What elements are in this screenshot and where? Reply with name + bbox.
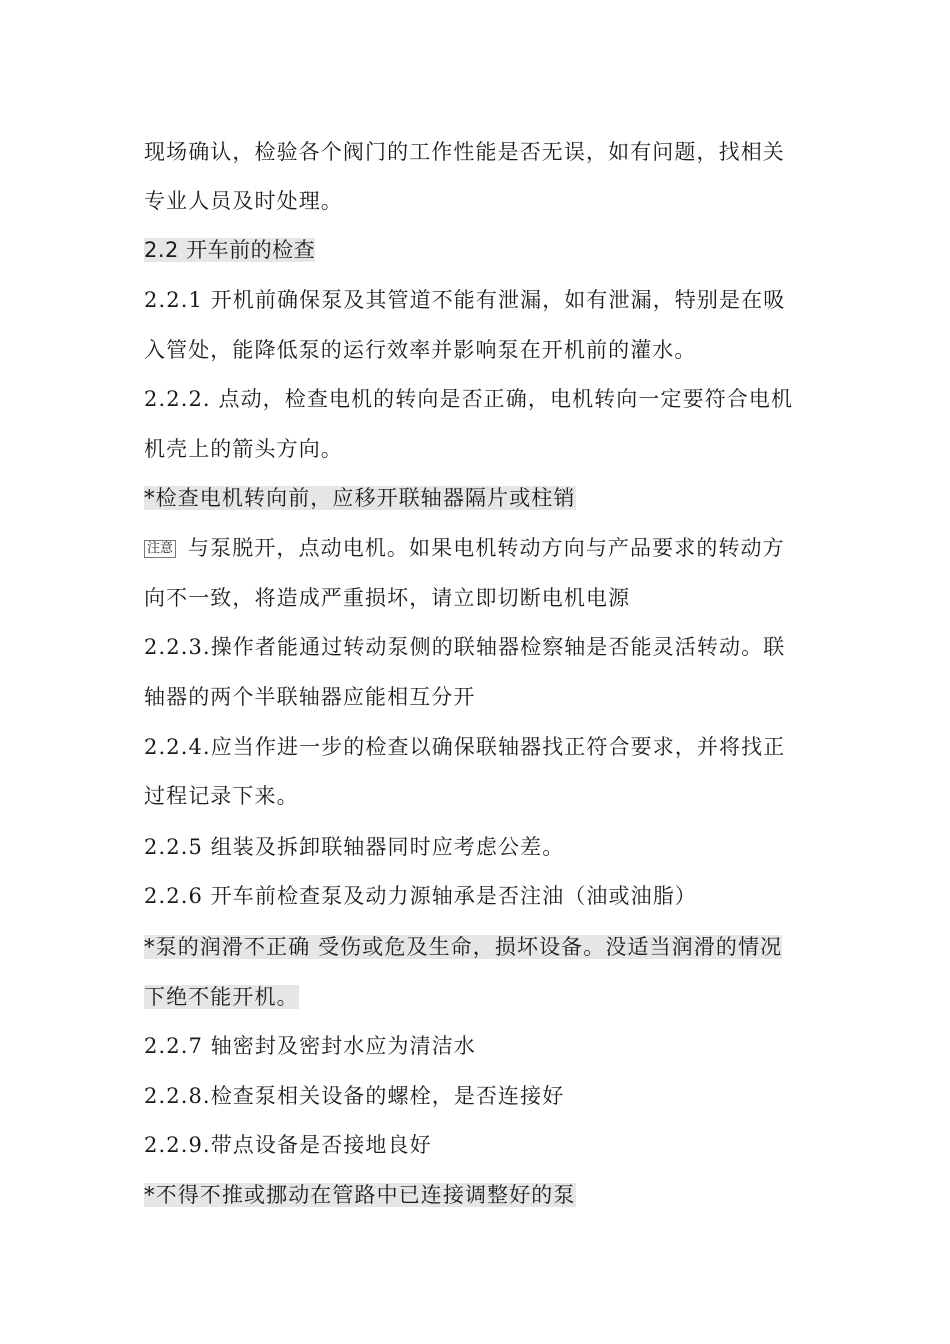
section-heading-text: 2.2 开车前的检查 <box>144 238 316 262</box>
paragraph-line: 轴器的两个半联轴器应能相互分开 <box>144 685 476 709</box>
warning-line <box>144 483 576 513</box>
paragraph-line: 向不一致，将造成严重损坏，请立即切断电机电源 <box>144 586 631 610</box>
notice-badge: 注意 <box>144 540 176 558</box>
warning-line <box>144 932 782 962</box>
notice-text: 与泵脱开，点动电机。如果电机转动方向与产品要求的转动方 <box>188 536 785 560</box>
paragraph-line: 专业人员及时处理。 <box>144 189 343 213</box>
paragraph-line: 2.2.4.应当作进一步的检查以确保联轴器找正符合要求，并将找正 <box>144 735 786 759</box>
paragraph-line: 2.2.1 开机前确保泵及其管道不能有泄漏，如有泄漏，特别是在吸 <box>144 288 786 312</box>
paragraph-line: 2.2.3.操作者能通过转动泵侧的联轴器检察轴是否能灵活转动。联 <box>144 635 786 659</box>
warning-line <box>144 1180 576 1210</box>
warning-text: *泵的润滑不正确 受伤或危及生命，损坏设备。没适当润滑的情况 <box>144 935 783 959</box>
paragraph-line: 2.2.5 组装及拆卸联轴器同时应考虑公差。 <box>144 835 565 859</box>
paragraph-line: 2.2.7 轴密封及密封水应为清洁水 <box>144 1034 476 1058</box>
notice-line <box>144 533 785 563</box>
warning-text: 下绝不能开机。 <box>144 985 299 1009</box>
warning-text: *检查电机转向前，应移开联轴器隔片或柱销 <box>144 486 576 510</box>
paragraph-line: 2.2.6 开车前检查泵及动力源轴承是否注油（油或油脂） <box>144 884 697 908</box>
paragraph-line: 2.2.9.带点设备是否接地良好 <box>144 1133 432 1157</box>
paragraph-line: 过程记录下来。 <box>144 784 299 808</box>
paragraph-line: 2.2.2. 点动，检查电机的转向是否正确，电机转向一定要符合电机 <box>144 387 794 411</box>
paragraph-line: 入管处，能降低泵的运行效率并影响泵在开机前的灌水。 <box>144 338 697 362</box>
warning-text: *不得不推或挪动在管路中已连接调整好的泵 <box>144 1183 576 1207</box>
warning-line <box>144 982 299 1012</box>
section-heading <box>144 235 315 265</box>
paragraph-line: 2.2.8.检查泵相关设备的螺栓，是否连接好 <box>144 1084 565 1108</box>
paragraph-line: 现场确认，检验各个阀门的工作性能是否无误，如有问题，找相关 <box>144 140 785 164</box>
paragraph-line: 机壳上的箭头方向。 <box>144 437 343 461</box>
